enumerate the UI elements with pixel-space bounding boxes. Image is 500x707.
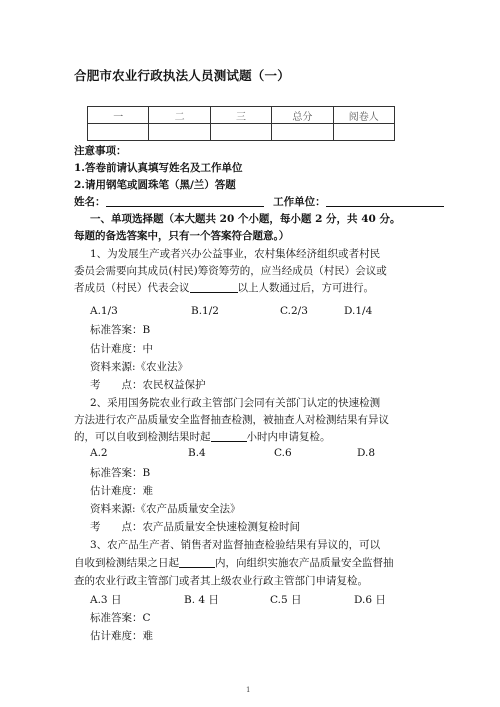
- section-heading-line2: 每题的备选答案中，只有一个答案符合题意。）: [74, 230, 290, 242]
- page-number: 1: [246, 686, 251, 694]
- q2-point-label: 考 点：: [90, 521, 143, 533]
- score-header-1: 一: [88, 107, 149, 124]
- q3-text-line3: 查的农业行政主管部门或者其上级农业行政主管部门申请复检。: [74, 575, 368, 587]
- q3-option-b: B. 4 日: [184, 594, 219, 606]
- q3-blank: [179, 555, 215, 568]
- q3-text-line2a: 自收到检测结果之日起: [74, 557, 179, 569]
- q2-difficulty: 估计难度：难: [90, 485, 153, 497]
- score-table-header-row: [88, 107, 395, 124]
- score-header-grader: 阅卷人: [333, 107, 394, 124]
- q1-text-line3a: 者成员（村民）代表会议: [74, 282, 190, 294]
- q2-option-b: B.4: [188, 447, 206, 459]
- q1-option-a: A.1/3: [90, 305, 118, 317]
- q2-option-a: A.2: [90, 447, 108, 459]
- q1-option-b: B.1/2: [191, 305, 219, 317]
- q1-answer: 标准答案：B: [90, 324, 151, 336]
- q2-text-line3: [74, 429, 434, 446]
- q1-text-line3b: 以上人数通过后，方可进行。: [237, 282, 374, 294]
- q3-text-line2: [74, 555, 434, 572]
- q3-option-a: A.3 日: [90, 594, 122, 606]
- q1-source: 资料来源:《农业法》: [90, 361, 189, 373]
- score-table: [87, 106, 395, 141]
- q1-difficulty: 估计难度：中: [90, 343, 153, 355]
- q2-text-line3b: 小时内申请复检。: [246, 431, 331, 443]
- q2-text-line1: 2、采用国务院农业行政主管部门会同有关部门认定的快速检测: [90, 397, 381, 409]
- q2-text-line3a: 的，可以自收到检测结果时起: [74, 431, 211, 443]
- q2-point: 农产品质量安全快速检测复检时间: [142, 521, 300, 533]
- score-cell[interactable]: [210, 124, 271, 141]
- unit-field[interactable]: [326, 194, 444, 207]
- score-cell[interactable]: [333, 124, 394, 141]
- note-item-2: 2.请用钢笔或圆珠笔（黑/兰）答题: [74, 179, 236, 191]
- q2-option-d: D.8: [357, 447, 376, 459]
- score-cell[interactable]: [272, 124, 333, 141]
- q1-text-line3: [74, 280, 434, 297]
- name-unit-line: [74, 194, 434, 211]
- name-label: 姓名：: [74, 196, 106, 208]
- q2-point-line: [90, 519, 450, 536]
- document-title: 合肥市农业行政执法人员测试题（一）: [74, 68, 290, 83]
- q2-answer: 标准答案：B: [90, 467, 151, 479]
- q1-point-label: 考 点：: [90, 379, 143, 391]
- q1-point-line: [90, 377, 450, 394]
- q2-text-line2: 方法进行农产品质量安全监督抽查检测，被抽查人对检测结果有异议: [74, 414, 389, 426]
- q2-option-c: C.6: [274, 447, 292, 459]
- q3-text-line1: 3、农产品生产者、销售者对监督抽查检验结果有异议的，可以: [90, 539, 381, 551]
- q1-blank: [190, 280, 238, 293]
- name-field[interactable]: [106, 194, 264, 207]
- q1-text-line1: 1、为发展生产或者兴办公益事业，农村集体经济组织或者村民: [90, 248, 381, 260]
- score-header-total: 总分: [272, 107, 333, 124]
- score-table-blank-row: [88, 124, 395, 141]
- score-cell[interactable]: [88, 124, 149, 141]
- q3-text-line2b: 内，向组织实施农产品质量安全监督抽: [215, 557, 394, 569]
- note-item-1: 1.答卷前请认真填写姓名及工作单位: [74, 162, 243, 174]
- score-header-2: 二: [149, 107, 210, 124]
- q3-difficulty: 估计难度：难: [90, 630, 153, 642]
- q1-point: 农民权益保护: [142, 379, 206, 391]
- q1-option-d: D.1/4: [344, 305, 373, 317]
- q3-option-c: C.5 日: [270, 594, 302, 606]
- q1-option-c: C.2/3: [280, 305, 308, 317]
- q1-text-line2: 委员会需要向其成员(村民)筹资筹劳的，应当经成员（村民）会议或: [74, 265, 387, 277]
- unit-label: 工作单位：: [273, 196, 326, 208]
- section-heading-line1: 一、单项选择题（本大题共 20 个小题，每小题 2 分，共 40 分。: [90, 213, 401, 225]
- q2-blank: [211, 429, 247, 442]
- score-header-3: 三: [210, 107, 271, 124]
- score-cell[interactable]: [149, 124, 210, 141]
- q3-option-d: D.6 日: [354, 594, 386, 606]
- q3-answer: 标准答案：C: [90, 612, 151, 624]
- q2-source: 资料来源:《农产品质量安全法》: [90, 503, 241, 515]
- notes-heading: 注意事项：: [74, 145, 127, 157]
